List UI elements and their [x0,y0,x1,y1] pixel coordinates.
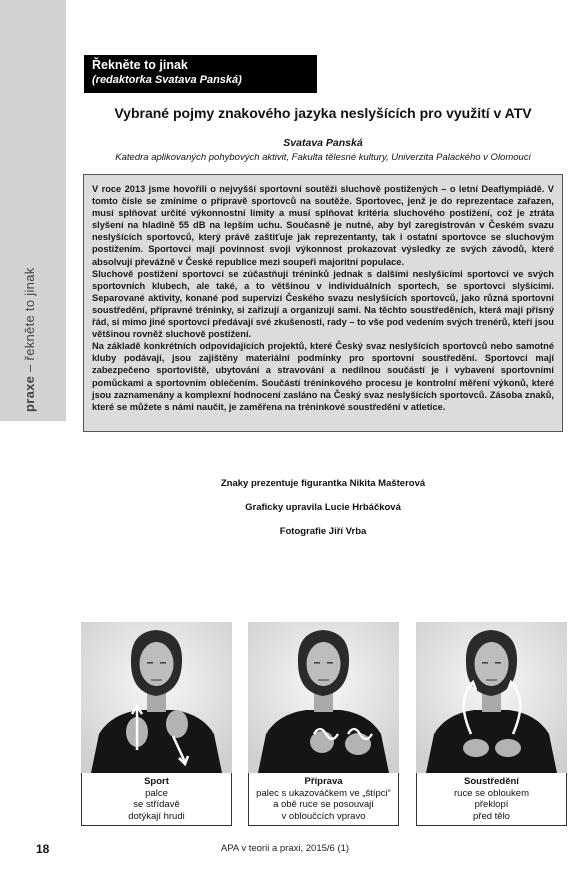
article-author: Svatava Panská [283,137,363,149]
abstract-paragraph-3: Na základě konkrétních odpovídajících projektů, které Český svaz neslyšících sportovců nebo samotné kluby podávají, jsou zajištěny materiální podmínky pro sportovní soustředění. Sportovci mají zabezpečeno sportoviště, ubytování a stravování a nedílnou součástí je i vybavení sportovními pomůckami a sportovním oblečením. Součástí tréninkového procesu je kontrolní měření výkonů, které jsou zaznamenány a komplexní hodnocení zasláno na Český svaz neslyšících sportovců. Zásoba znaků, které se můžete s námi naučit, je zaměřena na tréninkové soustředění v atletice. [92,341,554,412]
author-affiliation: Katedra aplikovaných pohybových aktivit, Fakulta tělesné kultury, Univerzita Palackého v Olomouci [115,152,531,163]
abstract-paragraph-2: Sluchově postižení sportovci se zúčastňují tréninků jednak s dalšími neslyšícími sportovci ve svých sportovních klubech, ale také, a to většinou v individuálních sportech, se sportovci slyšícími. Separované aktivity, konané pod supervizí Českého svazu neslyšících sportovců, jako různá sportovní soustředění, přípravné tréninky, si zařizují a organizují sami. Na těchto soustředěních, která mají přísný řád, si mimo jiné sportovci předávají své zkušenosti, rady – to vše pod vedením svých trenérů, kteří jsou většinou rovněž sluchově postižení. [92,268,554,340]
sign-description-line: a obě ruce se posouvají [273,799,374,810]
sign-photo-soustredeni [416,622,567,773]
sign-description-line: palce [145,787,168,799]
sign-description-line: v obloučcích vpravo [281,810,366,822]
sign-description-line: palec s ukazováčkem ve „štípci“ [256,787,391,799]
sign-description-line: překlopí [474,799,509,810]
credit-photo: Fotografie Jiří Vrba [279,526,367,537]
credit-graphics: Graficky upravila Lucie Hrbáčková [245,502,401,513]
article-title: Vybrané pojmy znakového jazyka neslyšících pro využití v ATV [114,105,532,121]
journal-footer: APA v teorii a praxi, 2015/6 (1) [220,843,350,854]
sign-description-line: před tělo [473,810,510,822]
section-subtitle: (redaktorka Svatava Panská) [92,74,242,86]
side-section-tab [0,0,66,421]
sign-title: Příprava [304,776,343,787]
sign-description-line: dotýkají hrudi [128,810,185,822]
sign-caption-soustredeni [416,773,567,826]
section-title: Řekněte to jinak [92,58,188,72]
section-header-box [84,55,317,93]
credit-model: Znaky prezentuje figurantka Nikita Mašterová [220,478,426,489]
sign-title: Sport [144,776,169,787]
sign-description-line: se střídavě [133,799,180,810]
side-label-section: řekněte to jinak [22,267,37,361]
side-label-dash: – [22,360,37,376]
abstract-paragraph-1: V roce 2013 jsme hovořili o nejvyšší sportovní soutěži sluchově postižených – o letní Deaflympiádě. V tomto čísle se zmíníme o přípravě sportovců na soutěže. Sportovec, jenž je do reprezentace zařazen, musí splňovat určité výkonnostní limity a musí splňovat kritéria sluchového postižení, což je ztráta slyšení na hladině 55 dB na lepším uchu. Současně je nutné, aby byl zaregistrován v Českém svazu neslyšících sportovců, který právě zaštiťuje jak reprezentanty, tak i ostatní sportovce se sluchovým postižením. Sportovci mají povinnost svoji výkonnost prokazovat výsledky ze svých závodů, které absolvují převážně v České republice mezi soupeři majoritní populace. [92,184,554,267]
sign-description-line: ruce se obloukem [454,787,529,799]
sign-caption-priprava [248,773,399,826]
sign-photo-priprava [248,622,399,773]
side-label-praxe: praxe [22,375,37,412]
abstract-box [83,174,563,432]
page-number: 18 [36,842,50,856]
sign-photo-sport [81,622,232,773]
sign-title: Soustředění [464,776,519,787]
side-section-label [22,267,37,412]
sign-caption-sport [81,773,232,826]
